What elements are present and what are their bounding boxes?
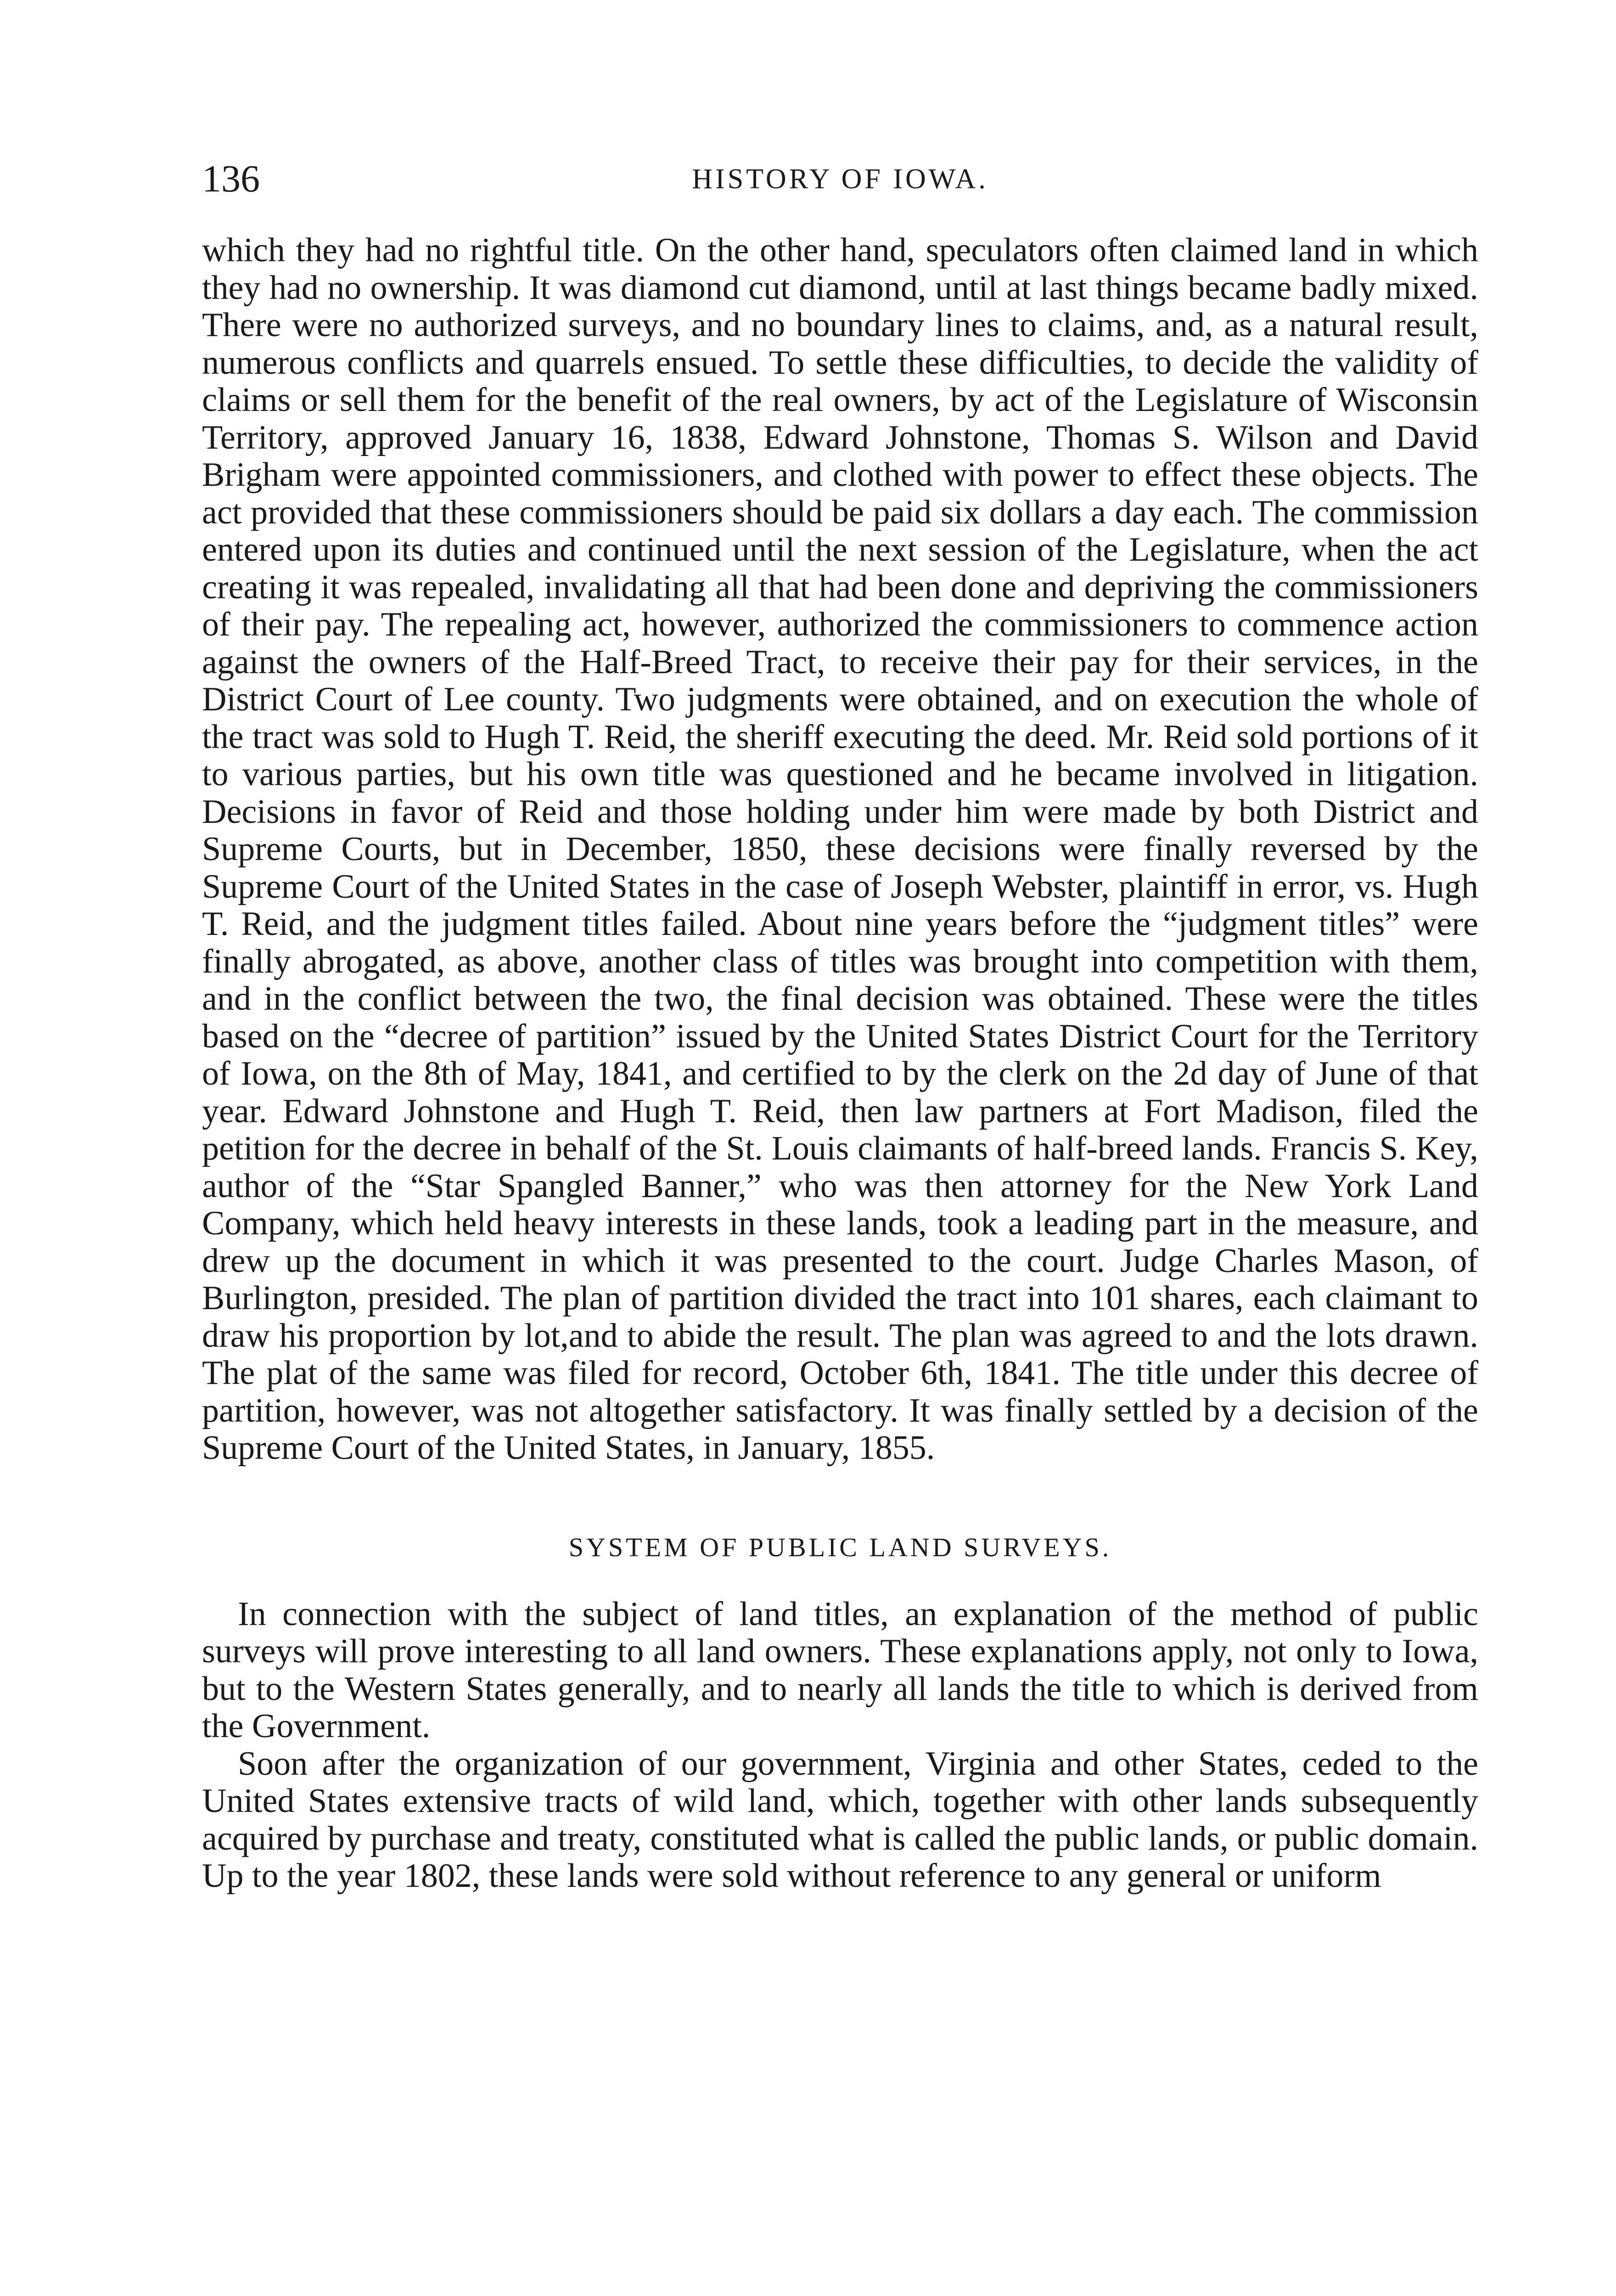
page-number: 136 xyxy=(202,158,260,200)
paragraph-public-surveys-intro: In connection with the subject of land titles, an explanation of the method of public surveys will prove interesting to all land owners. These explanations apply, not only to Iowa, but to the Western States generally, and to nearly all lands the title to which is derived from the Government. xyxy=(202,1595,1478,1745)
body-text xyxy=(202,232,1478,1895)
paragraph-land-claims: which they had no rightful title. On the other hand, speculators often claimed land in which they had no ownership. It was diamond cut diamond, until at last things became badly mixed. There were no authorized surveys, and no boundary lines to claims, and, as a natural result, numerous conflicts and quarrels ensued. To settle these difficulties, to decide the validity of claims or sell them for the benefit of the real owners, by act of the Legislature of Wisconsin Territory, approved January 16, 1838, Edward Johnstone, Thomas S. Wilson and David Brigham were appointed commissioners, and clothed with power to effect these objects. The act provided that these commissioners should be paid six dollars a day each. The commission entered upon its duties and continued until the next session of the Legislature, when the act creating it was repealed, invalidating all that had been done and depriving the commissioners of their pay. The repealing act, however, authorized the commissioners to commence action against the owners of the Half-Breed Tract, to receive their pay for their services, in the District Court of Lee county. Two judgments were obtained, and on execution the whole of the tract was sold to Hugh T. Reid, the sheriff executing the deed. Mr. Reid sold portions of it to various parties, but his own title was questioned and he became involved in litigation. Decisions in favor of Reid and those holding under him were made by both District and Supreme Courts, but in December, 1850, these decisions were finally reversed by the Supreme Court of the United States in the case of Joseph Webster, plaintiff in error, vs. Hugh T. Reid, and the judgment titles failed. About nine years before the “judgment titles” were finally abrogated, as above, another class of titles was brought into competition with them, and in the conflict between the two, the final decision was obtained. These were the titles based on the “decree of partition” issued by the United States District Court for the Territory of Iowa, on the 8th of May, 1841, and certified to by the clerk on the 2d day of June of that year. Edward Johnstone and Hugh T. Reid, then law partners at Fort Madison, filed the petition for the decree in behalf of the St. Louis claimants of half-breed lands. Francis S. Key, author of the “Star Spangled Banner,” who was then attorney for the New York Land Company, which held heavy interests in these lands, took a leading part in the measure, and drew up the document in which it was presented to the court. Judge Charles Mason, of Burlington, presided. The plan of partition divided the tract into 101 shares, each claimant to draw his proportion by lot,and to abide the result. The plan was agreed to and the lots drawn. The plat of the same was filed for record, October 6th, 1841. The title under this decree of partition, however, was not altogether satisfactory. It was finally settled by a decision of the Supreme Court of the United States, in January, 1855. xyxy=(202,231,1478,1467)
running-title: HISTORY OF IOWA. xyxy=(692,163,988,195)
paragraph-public-domain: Soon after the organization of our government, Virginia and other States, ceded to the United States extensive tracts of wild land, which, together with other lands subsequently acquired by purchase and treaty, constituted what is called the public lands, or public domain. Up to the year 1802, these lands were sold without reference to any general or uniform xyxy=(202,1745,1478,1895)
running-head xyxy=(202,154,1478,204)
section-heading: SYSTEM OF PUBLIC LAND SURVEYS. xyxy=(568,1532,1112,1562)
